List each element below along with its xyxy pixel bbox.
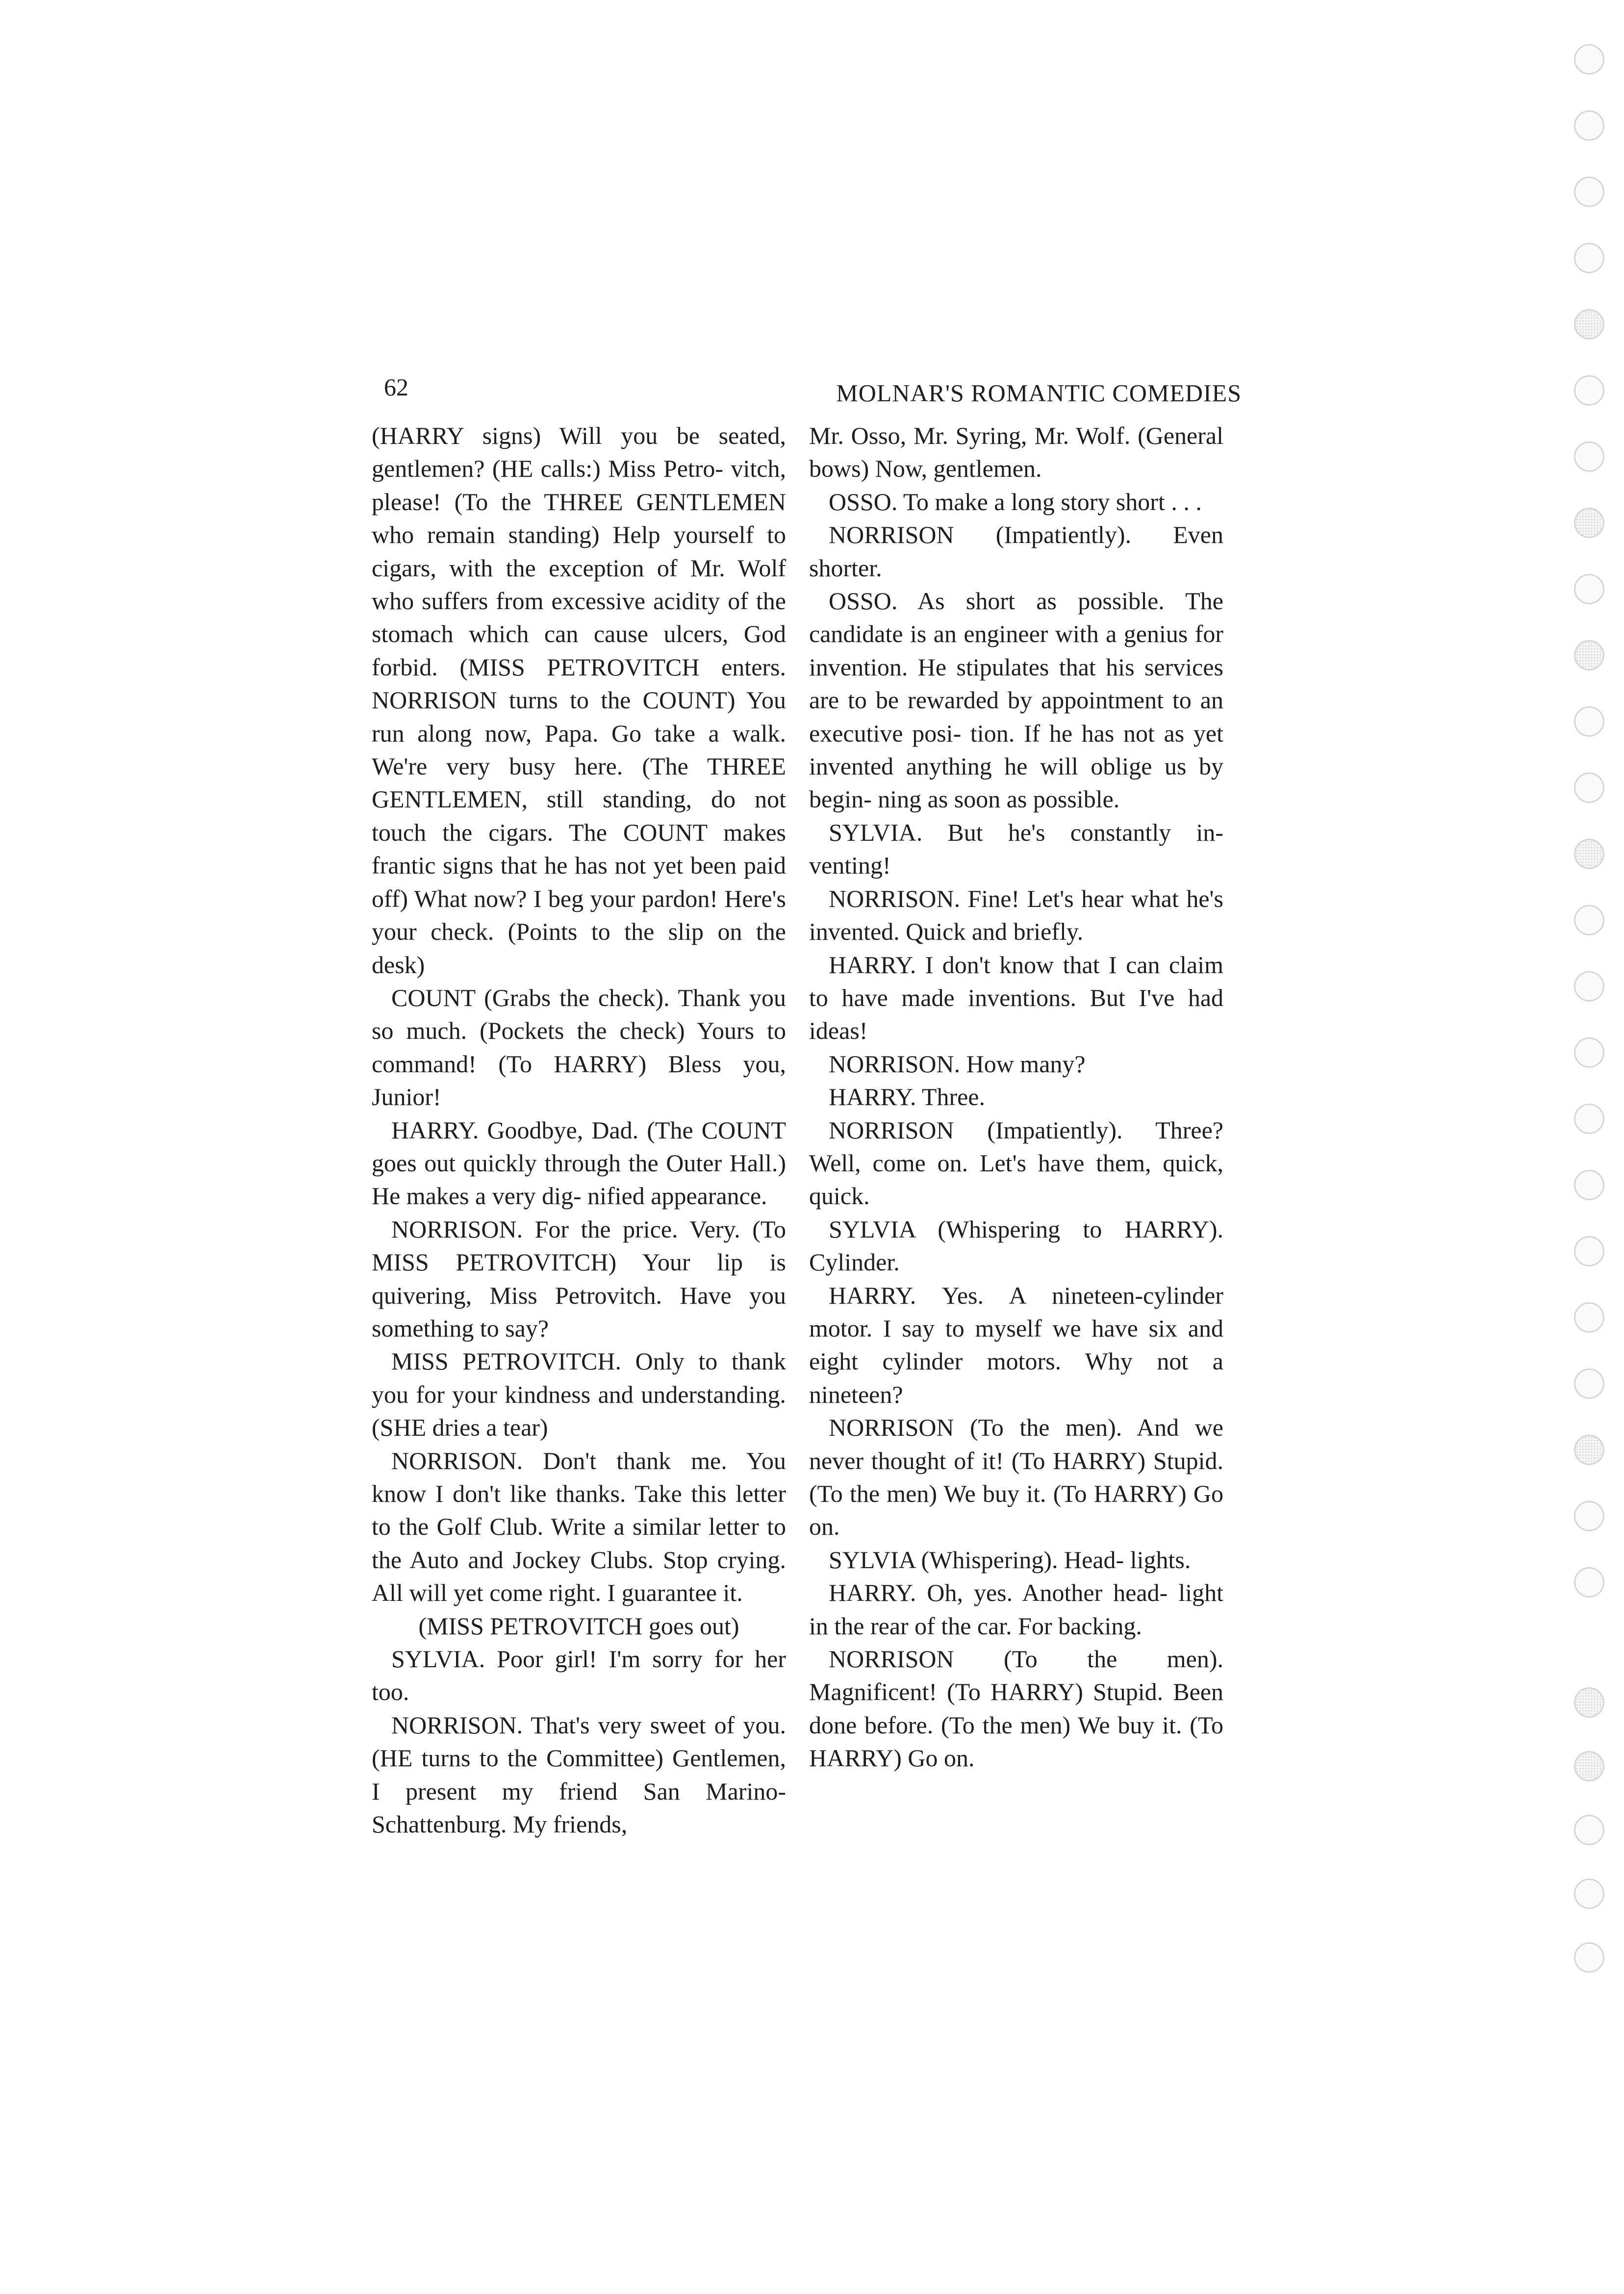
- paragraph: [809, 1279, 1223, 1412]
- paragraph: [372, 981, 786, 1114]
- text-line: frantic signs that he has not yet been: [372, 851, 744, 879]
- text-line: NORRISON (To the men).: [829, 1645, 1223, 1673]
- binder-hole: [1574, 773, 1604, 803]
- text-line: a nineteen?: [809, 1347, 1223, 1408]
- text-line: NORRISON. Fine! Let's hear: [829, 884, 1131, 912]
- binder-hole: [1574, 1501, 1604, 1531]
- text-line: SYLVIA. Poor girl! I'm sorry for: [391, 1645, 755, 1673]
- text-line: short . . .: [1116, 488, 1202, 516]
- left-column: [372, 419, 786, 1841]
- text-line: SYLVIA. But he's constantly in-: [829, 818, 1223, 846]
- text-line: GENTLEMEN who remain standing): [372, 488, 786, 549]
- text-line: motor. I say to myself we have six: [809, 1314, 1188, 1342]
- text-line: (General bows) Now, gentlemen.: [809, 422, 1223, 483]
- text-line: briefly.: [1013, 918, 1084, 946]
- binder-hole: [1574, 1879, 1604, 1909]
- text-line: her too.: [372, 1645, 786, 1706]
- text-line: (HARRY signs) Will you be seated,: [372, 422, 786, 449]
- text-line: quivering, Miss Petrovitch. Have you: [372, 1281, 786, 1309]
- text-line: anything he will oblige us by begin-: [809, 752, 1223, 813]
- paragraph: [809, 1048, 1223, 1081]
- text-line: NORRISON. Don't thank me.: [391, 1446, 746, 1474]
- paragraph: [809, 1081, 1223, 1113]
- paragraph: [809, 585, 1223, 816]
- paragraph: [809, 419, 1223, 486]
- binder-hole: [1574, 1104, 1604, 1134]
- binder-hole: [1574, 243, 1604, 273]
- text-line: NORRISON (Impatiently).: [829, 1116, 1156, 1144]
- running-head: MOLNAR'S ROMANTIC COMEDIES: [836, 379, 1242, 407]
- text-line: You know I don't like thanks. Take: [372, 1446, 786, 1507]
- binder-hole: [1574, 1302, 1604, 1333]
- paragraph: [809, 1411, 1223, 1544]
- binder-hole: [1574, 1037, 1604, 1068]
- text-line: HARRY. Yes. A nineteen-cylinder: [829, 1281, 1223, 1309]
- binder-hole: [1574, 706, 1604, 737]
- text-line: NORRISON (To the men). And: [829, 1414, 1195, 1442]
- text-line: NORRISON. How many?: [829, 1050, 1086, 1078]
- paragraph: [809, 949, 1223, 1048]
- text-line: very busy here. (The THREE: [446, 752, 787, 780]
- paragraph: [809, 1114, 1223, 1213]
- binder-hole: [1574, 971, 1604, 1002]
- paragraph: [809, 1576, 1223, 1643]
- text-line: paid off) What now? I beg your: [372, 851, 786, 912]
- binder-hole: [1574, 1815, 1604, 1845]
- paragraph: [372, 1114, 786, 1213]
- text-line: we never thought of it! (To: [809, 1414, 1223, 1474]
- binder-hole: [1574, 1687, 1604, 1718]
- binder-hole: [1574, 309, 1604, 339]
- paragraph: [372, 1709, 786, 1841]
- text-line: understanding. (SHE dries a tear): [372, 1380, 786, 1442]
- text-line: HARRY) Bless you, Junior!: [372, 1050, 786, 1111]
- text-line: HARRY. Goodbye, Dad. (The: [391, 1116, 702, 1144]
- text-line: tion. If he has not as yet invented: [809, 719, 1223, 780]
- binder-hole: [1574, 441, 1604, 472]
- text-line: Three? Well, come on. Let's have: [809, 1116, 1223, 1177]
- text-line: HARRY. I don't know that I can: [829, 951, 1169, 979]
- text-line: pardon! Here's your check. (Points: [372, 884, 787, 946]
- paragraph: [372, 1444, 786, 1610]
- text-line: SYLVIA (Whispering). Head-: [829, 1546, 1130, 1573]
- text-line: venting!: [809, 851, 891, 879]
- text-line: Marino-Schattenburg. My friends,: [372, 1777, 786, 1838]
- text-line: buy it. (To HARRY) Go on.: [809, 1480, 1224, 1541]
- text-line: We buy it. (To HARRY) Go on.: [809, 1711, 1223, 1772]
- paragraph: [809, 1544, 1223, 1576]
- text-line: to the slip on the desk): [372, 918, 786, 979]
- binder-hole: [1574, 1435, 1604, 1465]
- text-line: COUNT (Grabs the check).: [391, 983, 678, 1011]
- text-line: shorter.: [809, 554, 882, 582]
- text-line: NORRISON (Impatiently). Even: [829, 521, 1223, 549]
- text-line: Magnificent! (To HARRY) Stupid.: [809, 1678, 1173, 1706]
- paragraph: [809, 816, 1223, 882]
- text-line: touch the cigars. The COUNT makes: [372, 818, 786, 846]
- text-line: and eight cylinder motors. Why not: [809, 1314, 1223, 1375]
- text-line: which can cause ulcers, God forbid.: [372, 620, 786, 681]
- text-line: OSSO. As short as possible. The: [829, 587, 1223, 615]
- paragraph: [809, 518, 1223, 585]
- text-line: (MISS PETROVITCH goes out): [418, 1612, 739, 1640]
- text-line: COUNT goes out quickly through the: [372, 1116, 786, 1177]
- text-line: Outer Hall.) He makes a very dig-: [372, 1149, 787, 1210]
- text-line: genius for invention. He stipulates: [809, 620, 1223, 681]
- stage-direction: [372, 1610, 786, 1643]
- text-line: SYLVIA (Whispering to HARRY).: [829, 1215, 1223, 1243]
- binder-hole: [1574, 1942, 1604, 1973]
- text-line: now, Papa. Go take a walk. We're: [372, 719, 786, 780]
- text-line: claim to have made inventions. But: [809, 951, 1223, 1011]
- binder-hole: [1574, 1236, 1604, 1266]
- binder-hole: [1574, 375, 1604, 406]
- paragraph: [809, 486, 1223, 518]
- paragraph: [372, 419, 786, 981]
- text-line: MISS PETROVITCH. Only to: [391, 1347, 732, 1375]
- text-line: gentlemen? (HE calls:) Miss Petro-: [372, 455, 731, 483]
- page-number: 62: [384, 373, 408, 401]
- paragraph: [372, 1643, 786, 1709]
- text-line: nified appearance.: [587, 1182, 767, 1210]
- binder-holes: [1574, 44, 1613, 2006]
- paragraph: [809, 882, 1223, 949]
- text-line: light in the rear of the car. For: [809, 1579, 1223, 1640]
- binder-hole: [1574, 177, 1604, 207]
- text-line: what he's invented. Quick and: [809, 884, 1223, 946]
- text-line: thank you for your kindness and: [372, 1347, 786, 1408]
- binder-hole: [1574, 1368, 1604, 1399]
- text-line: Clubs. Stop crying. All will yet: [372, 1546, 786, 1607]
- text-line: HARRY) Stupid. (To the men) We: [809, 1446, 1223, 1507]
- text-line: I've had ideas!: [809, 983, 1224, 1045]
- binder-hole: [1574, 1567, 1604, 1598]
- binder-hole: [1574, 640, 1604, 670]
- text-line: backing.: [1058, 1612, 1142, 1640]
- paragraph: [809, 1643, 1223, 1775]
- binder-hole: [1574, 110, 1604, 141]
- paragraph: [372, 1213, 786, 1345]
- binder-hole: [1574, 574, 1604, 604]
- binder-hole: [1574, 905, 1604, 935]
- text-line: (To MISS PETROVITCH) Your lip is: [372, 1215, 786, 1276]
- binder-hole: [1574, 508, 1604, 538]
- text-line: Gentlemen, I present my friend San: [372, 1744, 786, 1805]
- text-line: similar letter to the Auto and Jockey: [372, 1513, 786, 1573]
- text-line: this letter to the Golf Club. Write a: [372, 1480, 787, 1541]
- text-line: from excessive acidity of the stomach: [372, 587, 786, 648]
- text-line: Help yourself to cigars, with the: [372, 521, 786, 582]
- text-line: NORRISON. That's very sweet of: [391, 1711, 743, 1739]
- text-line: you. (HE turns to the Committee): [372, 1711, 786, 1772]
- text-line: HARRY. Oh, yes. Another head-: [829, 1579, 1179, 1607]
- text-line: NORRISON. For the price. Very.: [391, 1215, 753, 1243]
- text-line: ning as soon as possible.: [878, 785, 1120, 813]
- text-line: GENTLEMEN, still standing, do not: [372, 785, 786, 813]
- paragraph: [809, 1213, 1223, 1279]
- text-line: Thank you so much. (Pockets the: [372, 983, 786, 1045]
- binder-hole: [1574, 1170, 1604, 1200]
- text-line: come right. I guarantee it.: [489, 1579, 743, 1607]
- text-line: vitch, please! (To the THREE: [372, 455, 786, 516]
- text-line: check) Yours to command! (To: [372, 1017, 786, 1078]
- text-line: them, quick, quick.: [809, 1149, 1224, 1210]
- right-column: [809, 419, 1223, 1775]
- text-line: exception of Mr. Wolf who suffers: [372, 554, 786, 615]
- text-line: OSSO. To make a long story: [829, 488, 1116, 516]
- text-line: candidate is an engineer with a: [809, 620, 1124, 648]
- text-line: lights.: [1130, 1546, 1191, 1573]
- paragraph: [372, 1345, 786, 1444]
- text-line: Mr. Osso, Mr. Syring, Mr. Wolf.: [809, 422, 1138, 449]
- text-line: turns to the COUNT) You run along: [372, 686, 787, 747]
- text-line: HARRY. Three.: [829, 1083, 985, 1111]
- binder-hole: [1574, 839, 1604, 869]
- text-line: something to say?: [372, 1314, 549, 1342]
- text-line: Been done before. (To the men): [809, 1678, 1223, 1739]
- text-line: by appointment to an executive posi-: [809, 686, 1223, 747]
- text-line: (MISS PETROVITCH enters. NORRISON: [372, 653, 786, 714]
- binder-hole: [1574, 44, 1604, 75]
- text-line: that his services are to be rewarded: [809, 653, 1223, 714]
- text-line: Cylinder.: [809, 1248, 900, 1276]
- binder-hole: [1574, 1751, 1604, 1781]
